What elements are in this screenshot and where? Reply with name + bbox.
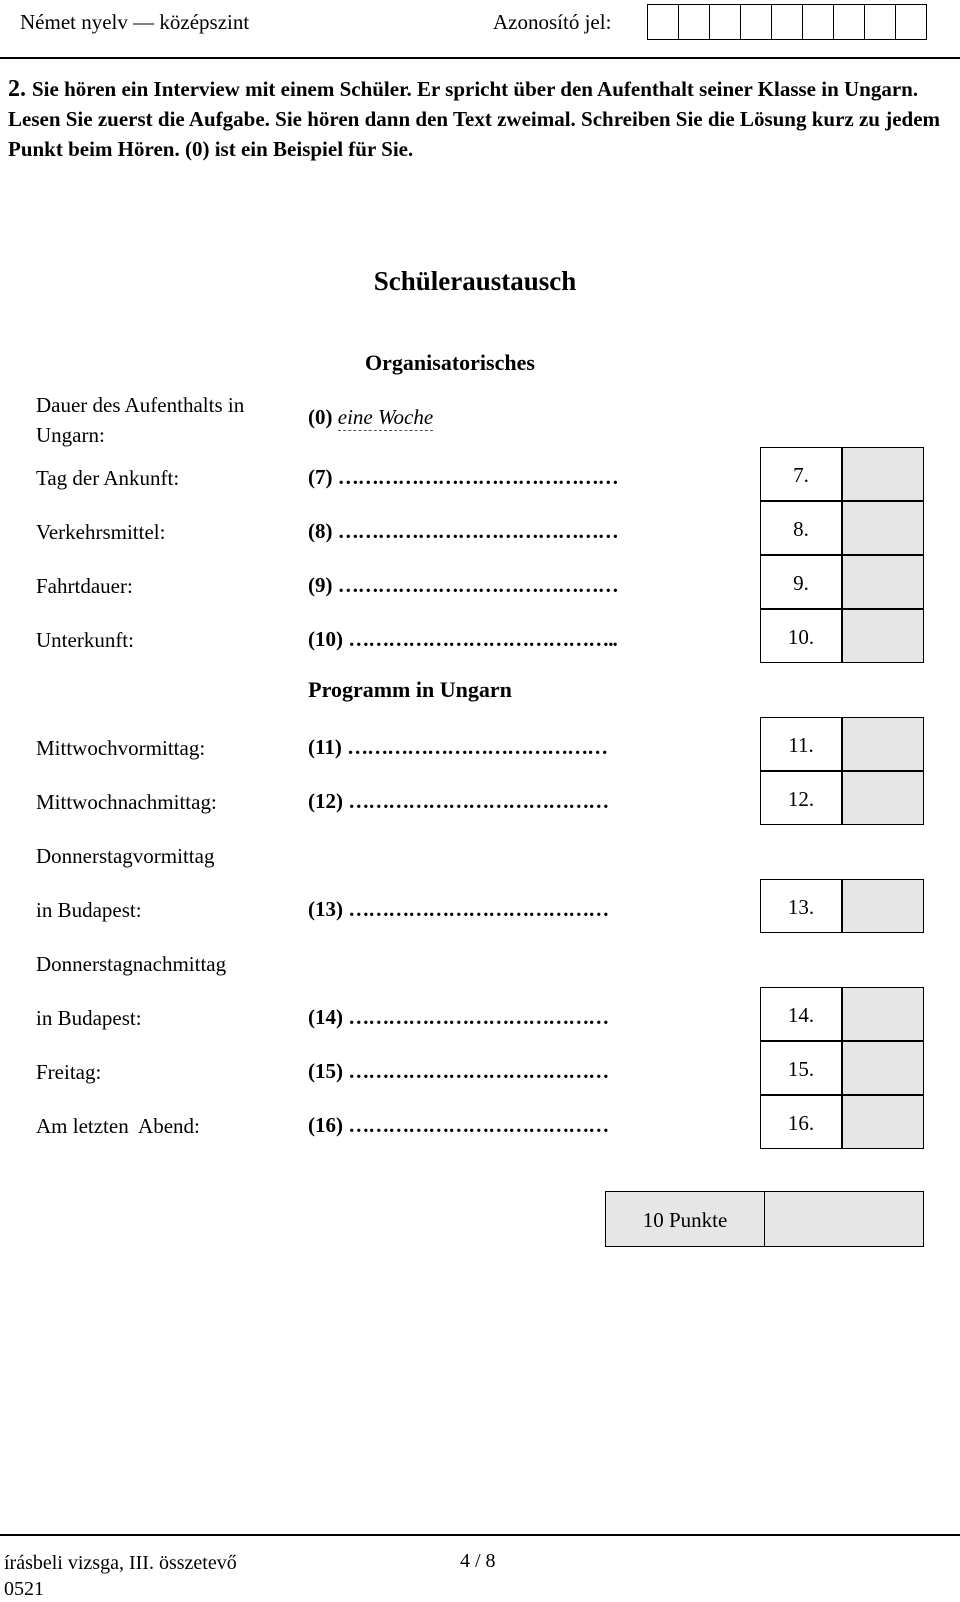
row-number-8: (8) (308, 519, 333, 543)
row-answer-line-10[interactable] (308, 627, 617, 652)
example-answer-text: eine Woche (337, 405, 434, 429)
answer-dots: …………………………………… (337, 573, 618, 597)
example-label-line1: Dauer des Aufenthalts in (36, 393, 245, 417)
row-number-16: (16) (308, 1113, 343, 1137)
footer-rule (0, 1534, 960, 1536)
row-answer-line-9[interactable] (308, 573, 618, 598)
header-subject: Német nyelv — középszint (20, 10, 250, 34)
example-label (36, 390, 244, 450)
answer-label-11: 11. (760, 717, 842, 771)
page-title: Schüleraustausch (373, 266, 577, 296)
row-answer-line-13[interactable] (308, 897, 608, 922)
row-label-10: Unterkunft: (36, 628, 134, 652)
id-box[interactable] (678, 4, 710, 40)
section-heading-programm: Programm in Ungarn (308, 677, 512, 702)
row-label-8: Verkehrsmittel: (36, 520, 166, 544)
answer-dots: ………………………………… (348, 1059, 609, 1083)
row-label-11: Mittwochvormittag: (36, 736, 206, 760)
points-box[interactable] (764, 1191, 924, 1247)
id-box[interactable] (740, 4, 772, 40)
header-rule (0, 57, 960, 59)
score-box-14[interactable] (842, 987, 924, 1041)
example-answer (308, 405, 433, 430)
row-label-pre-13: Donnerstagvormittag (36, 844, 215, 868)
id-box[interactable] (709, 4, 741, 40)
score-box-15[interactable] (842, 1041, 924, 1095)
score-box-10[interactable] (842, 609, 924, 663)
score-box-16[interactable] (842, 1095, 924, 1149)
answer-dots: ………………………………… (348, 1005, 609, 1029)
row-number-12: (12) (308, 789, 343, 813)
task-text: Sie hören ein Interview mit einem Schüler. Er spricht über den Aufenthalt seiner Klasse in Ungarn. Lesen Sie zuerst die Aufgabe. Sie hören dann den Text zweimal. Schreiben Sie die Lösung kurz zu jedem Punkt beim Hören. (0) ist ein Beispiel für Sie. (8, 77, 941, 161)
answer-dots: ………………………………….. (348, 627, 617, 651)
row-label-13: in Budapest: (36, 898, 142, 922)
answer-dots: …………………………………… (337, 519, 618, 543)
id-box[interactable] (864, 4, 896, 40)
answer-label-10: 10. (760, 609, 842, 663)
id-boxes (648, 4, 927, 38)
answer-dots: …………………………………… (337, 465, 618, 489)
row-number-14: (14) (308, 1005, 343, 1029)
score-box-13[interactable] (842, 879, 924, 933)
footer-exam-info (4, 1550, 237, 1602)
row-label-9: Fahrtdauer: (36, 574, 133, 598)
answer-dots: ………………………………… (348, 789, 609, 813)
row-answer-line-7[interactable] (308, 465, 618, 490)
row-number-9: (9) (308, 573, 333, 597)
row-label-7: Tag der Ankunft: (36, 466, 180, 490)
row-number-7: (7) (308, 465, 333, 489)
row-number-11: (11) (308, 735, 342, 759)
answer-label-9: 9. (760, 555, 842, 609)
answer-dots: ………………………………… (348, 1113, 609, 1137)
score-box-9[interactable] (842, 555, 924, 609)
answer-dots: ………………………………… (347, 735, 608, 759)
row-label-16: Am letzten Abend: (36, 1114, 200, 1138)
row-number-10: (10) (308, 627, 343, 651)
answer-label-16: 16. (760, 1095, 842, 1149)
row-label-14: in Budapest: (36, 1006, 142, 1030)
example-number: (0) (308, 405, 333, 429)
task-instructions (8, 74, 952, 164)
row-answer-line-8[interactable] (308, 519, 618, 544)
row-label-15: Freitag: (36, 1060, 102, 1084)
points-label: 10 Punkte (605, 1191, 765, 1247)
row-answer-line-14[interactable] (308, 1005, 608, 1030)
row-number-15: (15) (308, 1059, 343, 1083)
example-label-line2: Ungarn: (36, 423, 105, 447)
row-answer-line-16[interactable] (308, 1113, 608, 1138)
id-box[interactable] (895, 4, 927, 40)
row-answer-line-11[interactable] (308, 735, 607, 760)
id-box[interactable] (647, 4, 679, 40)
answer-dots: ………………………………… (348, 897, 609, 921)
answer-label-8: 8. (760, 501, 842, 555)
footer-page-number: 4 / 8 (460, 1550, 496, 1572)
score-box-12[interactable] (842, 771, 924, 825)
id-box[interactable] (833, 4, 865, 40)
answer-label-7: 7. (760, 447, 842, 501)
score-box-7[interactable] (842, 447, 924, 501)
row-label-12: Mittwochnachmittag: (36, 790, 217, 814)
answer-label-12: 12. (760, 771, 842, 825)
header-id-label: Azonosító jel: (493, 10, 612, 34)
row-number-13: (13) (308, 897, 343, 921)
row-answer-line-15[interactable] (308, 1059, 608, 1084)
footer-exam-name: írásbeli vizsga, III. összetevő (4, 1552, 237, 1574)
footer-exam-code: 0521 (4, 1578, 44, 1600)
answer-label-13: 13. (760, 879, 842, 933)
answer-label-14: 14. (760, 987, 842, 1041)
id-box[interactable] (771, 4, 803, 40)
row-label-pre-14: Donnerstagnachmittag (36, 952, 227, 976)
id-box[interactable] (802, 4, 834, 40)
section-heading-organisatorisches: Organisatorisches (365, 350, 535, 375)
answer-label-15: 15. (760, 1041, 842, 1095)
score-box-11[interactable] (842, 717, 924, 771)
score-box-8[interactable] (842, 501, 924, 555)
task-number: 2. (8, 76, 26, 102)
row-answer-line-12[interactable] (308, 789, 608, 814)
